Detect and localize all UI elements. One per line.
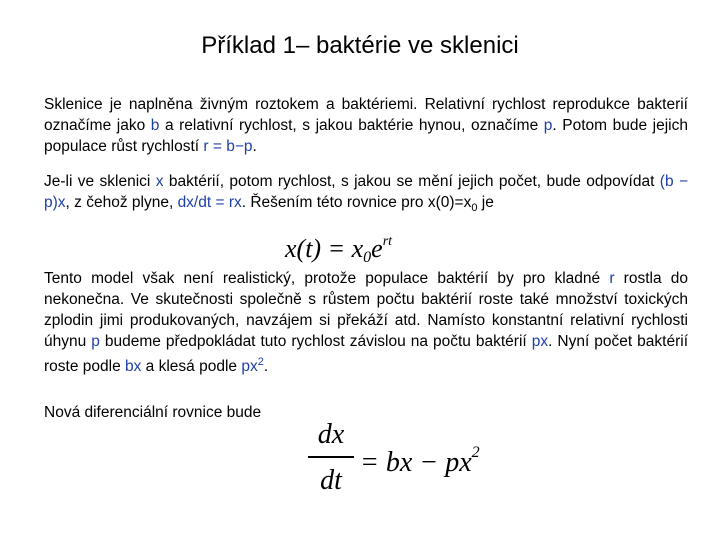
text: a relativní rychlost, s jakou baktérie hynou, označíme <box>159 117 544 134</box>
superscript: 2 <box>257 356 264 368</box>
eq-rhs: = bx − px <box>360 447 472 478</box>
text: rostla do nekonečna. Ve skutečnosti společně s růstem počtu baktérií roste také množství toxických zplodin jimi produkovaných, navzájem si překáží atd. Namísto konstantní relativní rychlosti úhynu <box>44 270 688 350</box>
eq-exponent: rt <box>382 234 393 249</box>
expr-px2: px <box>241 358 258 376</box>
expr-r: r = b−p <box>203 138 253 155</box>
var-b: b <box>150 117 160 134</box>
text: budeme předpokládat tuto rychlost závislou na počtu baktérií <box>99 333 532 350</box>
text: , z čehož plyne, <box>65 194 178 211</box>
var-r: r <box>609 270 615 287</box>
text: a klesá podle <box>141 358 242 376</box>
eq-lhs: x(t) = x <box>285 234 364 263</box>
fraction-bar <box>308 456 354 458</box>
subscript: 0 <box>471 202 478 215</box>
eq-exponent: 2 <box>471 444 480 461</box>
eq-base: e <box>371 234 383 263</box>
text: . <box>263 358 269 376</box>
text: . Potom bude jejich populace růst rychlostí <box>44 117 688 155</box>
var-p: p <box>543 117 553 134</box>
var-p: p <box>91 333 100 350</box>
expr-bx: bx <box>125 358 142 376</box>
eq-subscript: 0 <box>363 249 372 266</box>
slide-title: Příklad 1– baktérie ve sklenici <box>201 32 519 59</box>
expr-dxdt: dx/dt = rx <box>177 194 242 211</box>
text: . <box>252 138 257 155</box>
text: Tento model však není realistický, protože populace baktérií by pro kladné <box>44 270 610 287</box>
equation-fraction <box>308 418 354 498</box>
paragraph-new-equation: Nová diferenciální rovnice bude <box>44 404 262 421</box>
var-x: x <box>155 173 164 190</box>
text: Sklenice je naplněna živným roztokem a baktériemi. Relativní rychlost reprodukce bakterií označíme jako <box>44 96 688 134</box>
text: . Nyní počet baktérií roste podle <box>44 333 689 376</box>
expr-bpx: (b − p)x <box>44 173 688 211</box>
equation-logistic-rhs <box>360 435 480 481</box>
fraction-denominator: dt <box>320 464 342 496</box>
expr-px: px <box>531 333 549 350</box>
text: baktérií, potom rychlost, s jakou se mění jejich počet, bude odpovídat <box>163 173 660 190</box>
text: je <box>477 194 494 211</box>
text: . Řešením této rovnice pro x(0)=x <box>241 194 472 211</box>
paragraph-growth <box>44 171 688 219</box>
fraction-numerator: dx <box>317 419 345 450</box>
text: Je-li ve sklenici <box>44 173 156 190</box>
paragraph-intro <box>44 94 688 157</box>
paragraph-model <box>44 268 688 377</box>
